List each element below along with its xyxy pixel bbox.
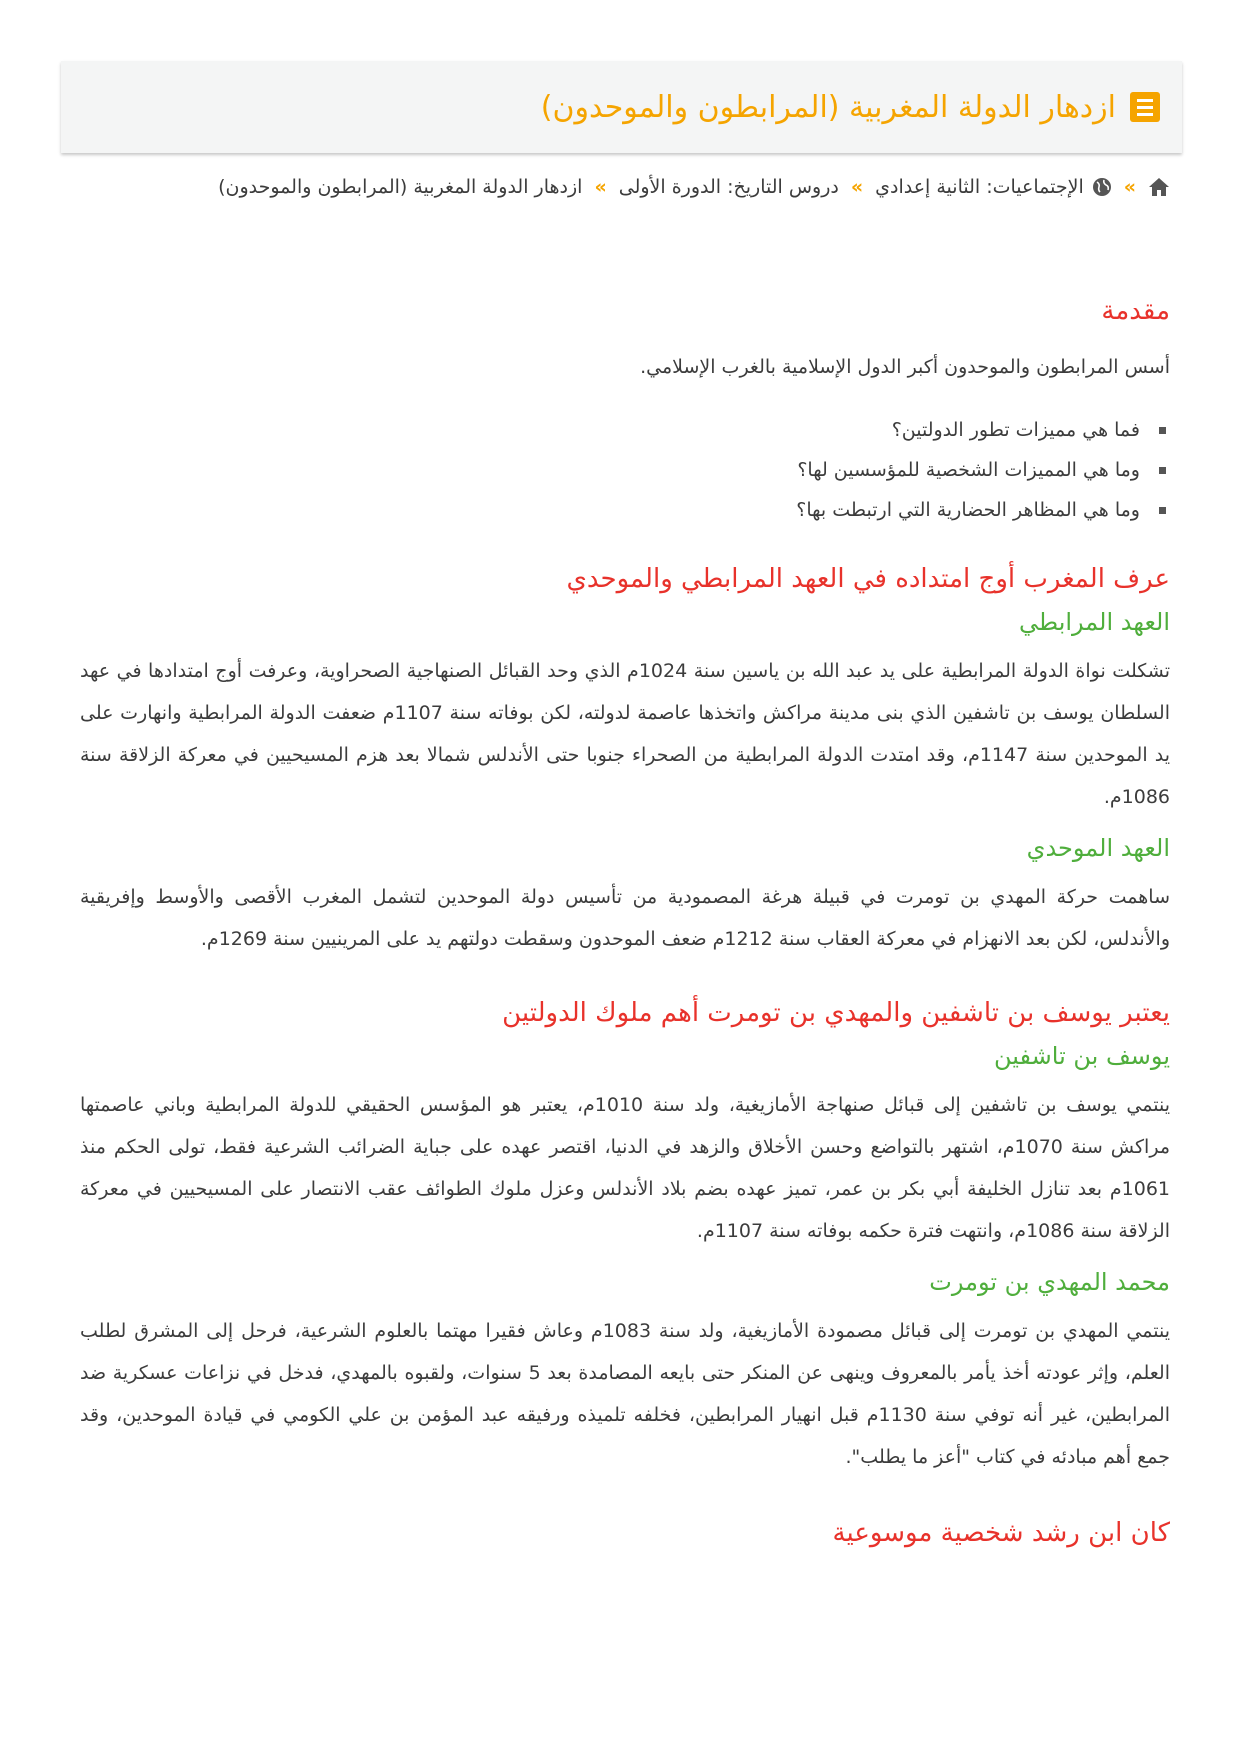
page-title: ازدهار الدولة المغربية (المرابطون والموحدون)	[540, 89, 1116, 125]
almohad-text: ساهمت حركة المهدي بن تومرت في قبيلة هرغة المصمودية من تأسيس دولة الموحدين لتشمل المغرب الأقصى والأوسط وإفريقية والأندلس، لكن بعد الانهزام في معركة العقاب سنة 1212م ضعف الموحدون وسقطت دولتهم يد على المرينيين سنة 1269م.	[80, 886, 1170, 950]
intro-heading: مقدمة	[1101, 296, 1170, 326]
almoravid-text: تشكلت نواة الدولة المرابطية على يد عبد الله بن ياسين سنة 1024م الذي وحد القبائل الصنهاجية الصحراوية، وعرفت أوج امتدادها في عهد السلطان يوسف بن تاشفين الذي بنى مدينة مراكش واتخذها عاصمة لدولته، لكن بوفاته سنة 1107م ضعفت الدولة المرابطية وانهارت على يد الموحدين سنة 1147م، وقد امتدت الدولة المرابطية من الصحراء جنوبا حتى الأندلس شمالا بعد هزم المسيحيين في معركة الزلاقة سنة 1086م.	[80, 660, 1170, 808]
questions-list	[80, 410, 1170, 530]
breadcrumb-current: ازدهار الدولة المغربية (المرابطون والموحدون)	[218, 176, 583, 198]
breadcrumb-separator: »	[850, 176, 864, 198]
breadcrumb-separator: »	[1123, 176, 1136, 198]
list-item: وما هي المميزات الشخصية للمؤسسين لها؟	[80, 450, 1170, 490]
subheading-almohad: العهد الموحدي	[1026, 834, 1170, 862]
subheading-mahdi: محمد المهدي بن تومرت	[929, 1268, 1170, 1296]
subheading-almoravid: العهد المرابطي	[1019, 608, 1170, 636]
breadcrumb-link-lessons[interactable]: دروس التاريخ: الدورة الأولى	[618, 176, 839, 198]
breadcrumb	[218, 176, 1170, 198]
intro-text: أسس المرابطون والموحدون أكبر الدول الإسلامية بالغرب الإسلامي.	[640, 356, 1170, 378]
yusuf-text: ينتمي يوسف بن تاشفين إلى قبائل صنهاجة الأمازيغية، ولد سنة 1010م، يعتبر هو المؤسس الحقيقي للدولة المرابطية وباني عاصمتها مراكش سنة 1070م، اشتهر بالتواضع وحسن الأخلاق والزهد في الدنيا، اقتصر عهده على جباية الضرائب الشرعية فقط، تولى الحكم منذ 1061م بعد تنازل الخليفة أبي بكر بن عمر، تميز عهده بضم بلاد الأندلس وعزل ملوك الطوائف عقب الانتصار على المسيحيين في معركة الزلاقة سنة 1086م، وانتهت فترة حكمه بوفاته سنة 1107م.	[80, 1094, 1171, 1242]
breadcrumb-link-grade[interactable]: الإجتماعيات: الثانية إعدادي	[875, 176, 1084, 198]
section-heading-expansion: عرف المغرب أوج امتداده في العهد المرابطي والموحدي	[566, 564, 1170, 594]
page-header	[61, 61, 1182, 153]
list-item: فما هي مميزات تطور الدولتين؟	[80, 410, 1170, 450]
globe-icon	[1092, 177, 1112, 197]
document-icon	[1130, 92, 1160, 122]
section-heading-kings: يعتبر يوسف بن تاشفين والمهدي بن تومرت أهم ملوك الدولتين	[502, 998, 1170, 1028]
home-icon[interactable]	[1148, 177, 1170, 197]
list-item: وما هي المظاهر الحضارية التي ارتبطت بها؟	[80, 490, 1170, 530]
mahdi-text: ينتمي المهدي بن تومرت إلى قبائل مصمودة الأمازيغية، ولد سنة 1083م وعاش فقيرا مهتما بالعلوم الشرعية، فرحل إلى المشرق لطلب العلم، وإثر عودته أخذ يأمر بالمعروف وينهى عن المنكر حتى بايعه المصامدة بعد 5 سنوات، ولقبوه بالمهدي، فدخل في نزاعات عسكرية ضد المرابطين، غير أنه توفي سنة 1130م قبل انهيار المرابطين، فخلفه تلميذه ورفيقه عبد المؤمن بن علي الكومي في قيادة الموحدين، وقد جمع أهم مبادئه في كتاب "أعز ما يطلب".	[80, 1320, 1170, 1468]
subheading-yusuf: يوسف بن تاشفين	[994, 1042, 1170, 1070]
article-content	[80, 296, 1170, 1548]
breadcrumb-separator: »	[594, 176, 607, 198]
section-heading-ibn-rushd: كان ابن رشد شخصية موسوعية	[832, 1518, 1170, 1548]
